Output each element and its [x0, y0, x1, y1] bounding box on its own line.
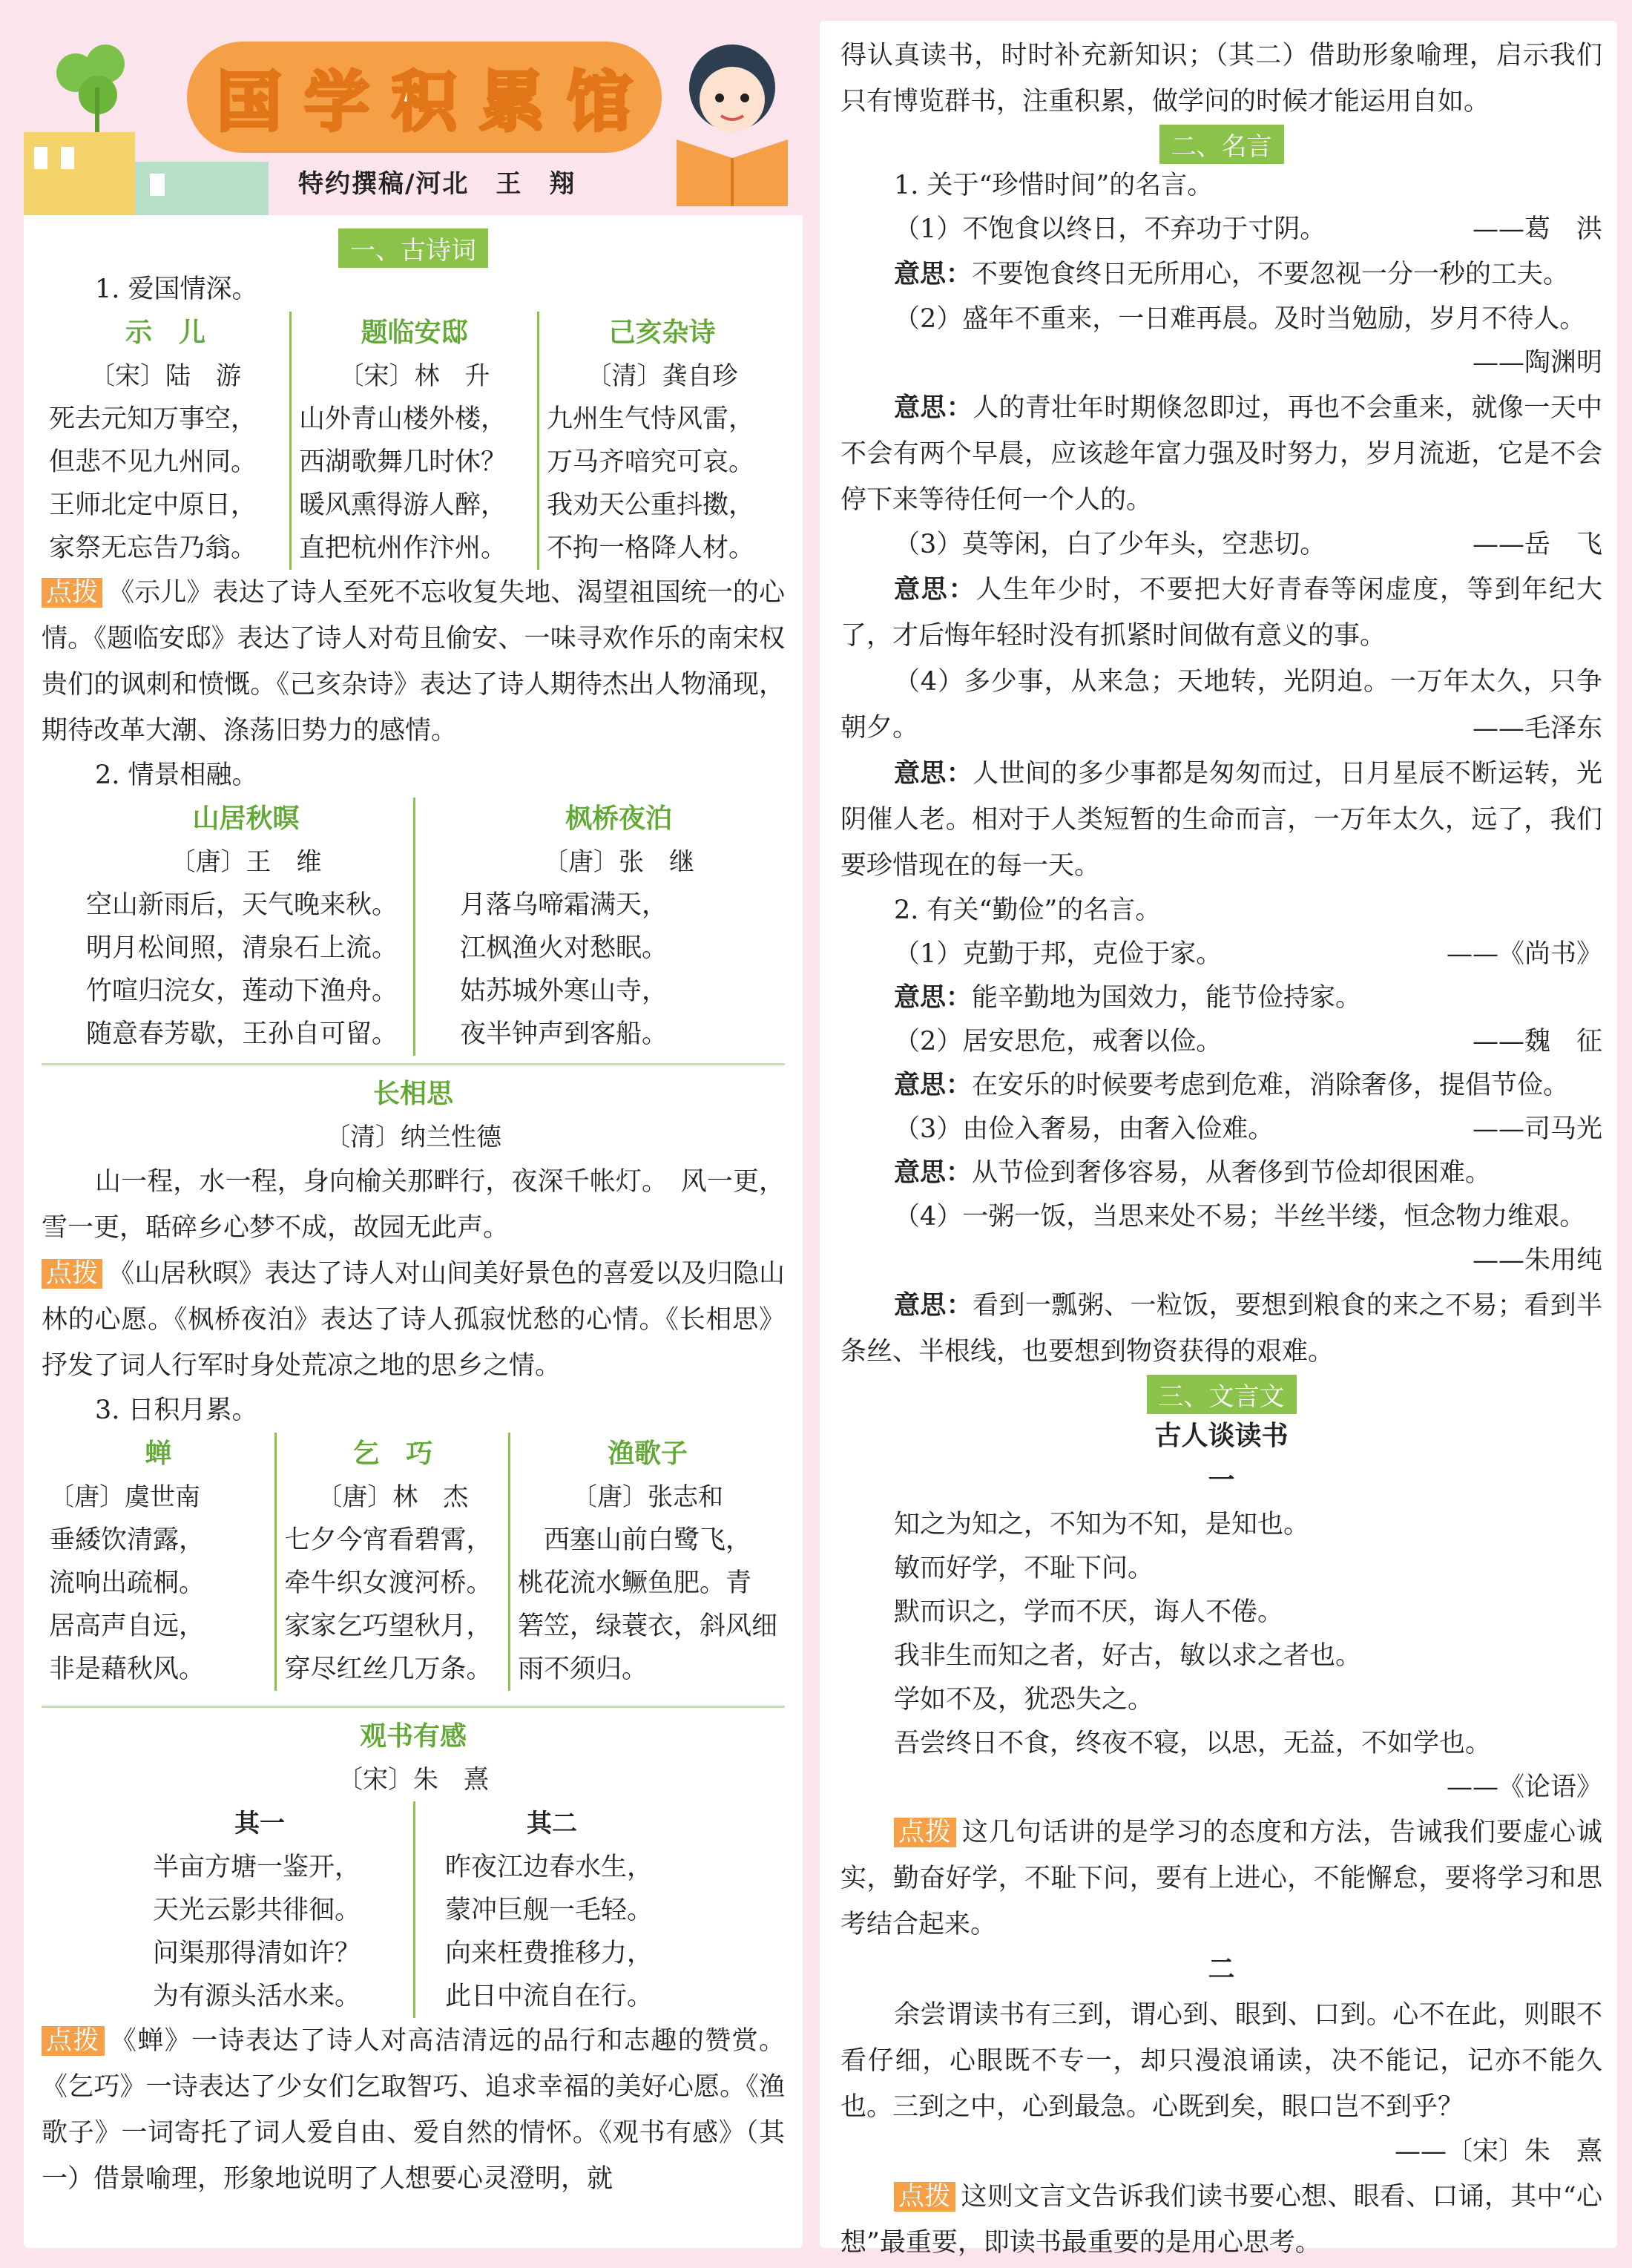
note-text: 《示儿》表达了诗人至死不忘收复失地、渴望祖国统一的心情。《题临安邸》表达了诗人对苟且偷安、一味寻欢作乐的南宋权贵们的讽刺和愤慨。《己亥杂诗》表达了诗人期待杰出人物涌现，期待改革大潮、涤荡旧势力的感情。	[42, 578, 785, 746]
poem-title: 渔歌子	[607, 1439, 688, 1469]
poem-line: 箬笠，绿蓑衣，斜风细	[517, 1611, 777, 1641]
poem-author: 〔唐〕张 继	[543, 847, 694, 877]
part-number: 二	[1208, 1954, 1235, 1985]
poem	[42, 798, 413, 1056]
meaning	[840, 1151, 1602, 1195]
quote	[840, 523, 1602, 567]
classical-paragraph: 余尝谓读书有三到，谓心到、眼到、口到。心不在此，则眼不看仔细，心眼既不专一，却只漫浪诵读，决不能记，记亦不能久也。三到之中，心到最急。心既到矣，眼口岂不到乎？	[840, 2000, 1602, 2122]
poem-line: 九州生气恃风雷，	[547, 404, 755, 434]
poem-title: 示 儿	[125, 318, 205, 348]
note-text: 《山居秋暝》表达了诗人对山间美好景色的喜爱以及归隐山林的心愿。《枫桥夜泊》表达了诗人孤寂忧愁的心情。《长相思》抒发了词人行军时身处荒凉之地的思乡之情。	[42, 1259, 785, 1381]
poem-line: 月落乌啼霜满天，	[460, 890, 668, 920]
meaning	[840, 1064, 1602, 1108]
quote-text: （4）一粥一饭，当思来处不易；半丝半缕，恒念物力维艰。	[894, 1202, 1586, 1232]
poem-title: 山居秋暝	[192, 803, 300, 834]
poem-line: 雨不须归。	[517, 1654, 648, 1684]
continued-text: 得认真读书，时时补充新知识；（其二）借助形象喻理，启示我们只有博览群书，注重积累，做学问的时候才能运用自如。	[840, 41, 1602, 116]
divider	[42, 1706, 785, 1708]
poem-line: 向来枉费推移力，	[445, 1939, 654, 1968]
quote-source: ——葛 洪	[1472, 214, 1602, 244]
title-char: 国	[216, 64, 282, 140]
note-tag: 点拨	[42, 578, 102, 608]
poem-line: 竹喧归浣女，莲动下渔舟。	[86, 976, 398, 1006]
classical-line: 我非生而知之者，好古，敏以求之者也。	[894, 1641, 1362, 1671]
note-text: 这几句话讲的是学习的态度和方法，告诫我们要虚心诚实，勤奋好学，不耻下问，要有上进心，不能懈怠，要将学习和思考结合起来。	[840, 1818, 1602, 1939]
poem-text: 山一程，水一程，身向榆关那畔行，夜深千帐灯。 风一更，雪一更，聒碎乡心梦不成，故园无此声。	[42, 1167, 785, 1243]
poem-pair	[42, 1801, 785, 2018]
quote	[840, 933, 1602, 976]
poem	[274, 1433, 508, 1691]
poem-line: 随意春芳歇，王孙自可留。	[86, 1019, 398, 1049]
meaning	[840, 385, 1602, 523]
poem-line: 山外青山楼外楼，	[299, 404, 507, 434]
note-paragraph	[42, 2018, 785, 2202]
poem-subtitle: 其二	[527, 1809, 577, 1838]
poem-author: 〔清〕纳兰性德	[325, 1123, 501, 1152]
right-column	[820, 21, 1617, 2258]
poem	[42, 1801, 413, 2018]
poem-author: 〔清〕龚自珍	[586, 361, 738, 391]
group-label: 1. 爱国情深。	[95, 275, 258, 304]
poem-line: 万马齐喑究可哀。	[547, 447, 755, 477]
poem-line: 但悲不见九州同。	[49, 447, 257, 477]
meaning-text: 人的青壮年时期倏忽即过，再也不会重来，就像一天中不会有两个早晨，应该趁年富力强及时努力，岁月流逝，它是不会停下来等待任何一个人的。	[840, 393, 1602, 515]
poem-line: 家祭无忘告乃翁。	[49, 533, 257, 563]
meaning	[840, 976, 1602, 1020]
poem-group-3	[42, 1433, 785, 1691]
poem-line: 问渠那得清如许？	[153, 1939, 361, 1968]
poem-line: 王师北定中原日，	[49, 490, 257, 520]
note-paragraph	[42, 570, 785, 754]
poem-title: 乞 巧	[352, 1439, 433, 1469]
group-label: 1. 关于“珍惜时间”的名言。	[894, 171, 1214, 200]
divider	[42, 1063, 785, 1065]
left-column	[24, 215, 803, 2248]
title-char: 积	[391, 64, 457, 140]
poem-author: 〔唐〕虞世南	[49, 1482, 200, 1512]
meaning	[840, 1283, 1602, 1375]
poem-subtitle: 其一	[234, 1809, 285, 1838]
quote-text: （1）克勤于邦，克俭于家。	[894, 939, 1223, 969]
classical-line: 吾尝终日不食，终夜不寝，以思，无益，不如学也。	[894, 1729, 1492, 1758]
meaning-text: 人世间的多少事都是匆匆而过，日月星辰不断运转，光阴催人老。相对于人类短暂的生命而言，一万年太久，远了，我们要珍惜现在的每一天。	[840, 759, 1602, 881]
title-char: 累	[478, 64, 544, 140]
poem-line: 非是藉秋风。	[49, 1654, 205, 1684]
poem-line: 江枫渔火对愁眠。	[460, 933, 668, 963]
quote-source: ——《论语》	[1446, 1772, 1602, 1802]
meaning-text: 看到一瓢粥、一粒饭，要想到粮食的来之不易；看到半条丝、半根线，也要想到物资获得的艰难。	[840, 1291, 1602, 1367]
poem-group-2	[42, 798, 785, 1056]
poem-line: 为有源头活水来。	[153, 1982, 361, 2011]
poem-line: 穿尽红丝几万条。	[284, 1654, 493, 1684]
header	[24, 21, 803, 215]
poem-author: 〔宋〕陆 游	[90, 361, 241, 391]
classical-line: 敏而好学，不耻下问。	[894, 1554, 1154, 1583]
poem-line: 西湖歌舞几时休？	[299, 447, 507, 477]
poem-author: 〔唐〕王 维	[170, 847, 322, 877]
poem-group-1	[42, 312, 785, 570]
meaning-label: 意思：	[894, 1158, 973, 1188]
poem-line: 半亩方塘一鉴开，	[153, 1853, 361, 1882]
poem	[413, 798, 785, 1056]
poem-line: 死去元知万事空，	[49, 404, 257, 434]
poem-author: 〔宋〕朱 熹	[338, 1765, 489, 1795]
poem-line: 蒙冲巨舰一毛轻。	[445, 1896, 654, 1925]
quote	[840, 1020, 1602, 1064]
poem-title: 枫桥夜泊	[565, 803, 672, 834]
section-heading: 一、古诗词	[338, 229, 488, 268]
poem-line: 明月松间照，清泉石上流。	[86, 933, 398, 963]
poem-line: 流响出疏桐。	[49, 1568, 205, 1598]
note-paragraph	[840, 1810, 1602, 1947]
meaning-label: 意思：	[894, 575, 976, 605]
poem-line: 昨夜江边春水生，	[445, 1853, 654, 1882]
meaning-label: 意思：	[894, 1071, 973, 1100]
meaning-label: 意思：	[894, 393, 973, 423]
classical-line: 学如不及，犹恐失之。	[894, 1685, 1154, 1715]
poem-author: 〔唐〕林 杰	[317, 1482, 469, 1512]
meaning	[840, 751, 1602, 889]
note-paragraph	[840, 2174, 1602, 2266]
group-label: 2. 有关“勤俭”的名言。	[894, 895, 1162, 925]
quote-source: ——毛泽东	[1472, 714, 1602, 743]
girl-reading-illustration	[662, 28, 803, 206]
note-paragraph	[42, 1251, 785, 1389]
meaning	[840, 252, 1602, 298]
poem-line: 家家乞巧望秋月，	[284, 1611, 493, 1641]
poem-title: 长相思	[372, 1079, 453, 1109]
quote-text: （2）盛年不重来，一日难再晨。及时当勉励，岁月不待人。	[894, 304, 1586, 334]
meaning-text: 在安乐的时候要考虑到危难，消除奢侈，提倡节俭。	[972, 1071, 1570, 1100]
classical-line: 知之为知之，不知为不知，是知也。	[894, 1510, 1310, 1539]
quote-text: （3）莫等闲，白了少年头，空悲切。	[894, 530, 1326, 559]
quote-text: （1）不饱食以终日，不弃功于寸阴。	[894, 214, 1326, 244]
note-tag: 点拨	[42, 2026, 105, 2056]
quote-source: ——岳 飞	[1472, 530, 1602, 559]
classical-line: 默而识之，学而不厌，诲人不倦。	[894, 1597, 1284, 1627]
poem-line: 桃花流水鳜鱼肥。青	[517, 1568, 751, 1598]
column-title	[187, 42, 662, 153]
poem-line: 居高声自远，	[49, 1611, 205, 1641]
quote	[840, 208, 1602, 252]
poem-author: 〔唐〕张志和	[571, 1482, 723, 1512]
poem-line: 此日中流自在行。	[445, 1982, 654, 2011]
poem-line: 暖风熏得游人醉，	[299, 490, 507, 520]
poem-title: 己亥杂诗	[608, 318, 716, 348]
quote-text: （4）多少事，从来急；天地转，光阴迫。一万年太久，只争朝夕。	[840, 667, 1602, 743]
quote-text: （2）居安思危，戒奢以俭。	[894, 1027, 1223, 1056]
text-title: 古人谈读书	[1154, 1421, 1289, 1451]
group-label: 2. 情景相融。	[95, 760, 258, 790]
poem	[42, 1433, 274, 1691]
title-char: 学	[303, 64, 369, 140]
poem	[537, 312, 785, 570]
meaning-text: 不要饱食终日无所用心，不要忽视一分一秒的工夫。	[972, 260, 1570, 289]
poem	[413, 1801, 785, 2018]
poem-line: 七夕今宵看碧霄，	[284, 1525, 493, 1555]
meaning-text: 人生年少时，不要把大好青春等闲虚度，等到年纪大了，才后悔年轻时没有抓紧时间做有意义的事。	[840, 575, 1602, 651]
meaning-label: 意思：	[894, 1291, 973, 1321]
poem-line: 天光云影共徘徊。	[153, 1896, 361, 1925]
part-number: 一	[1208, 1465, 1235, 1496]
quote-source: ——陶渊明	[1472, 348, 1602, 378]
quote	[840, 1108, 1602, 1151]
note-text: 《蝉》一诗表达了诗人对高洁清远的品行和志趣的赞赏。《乞巧》一诗表达了少女们乞取智巧、追求幸福的美好心愿。《渔歌子》一词寄托了词人爱自由、爱自然的情怀。《观书有感》（其一）借景喻理，形象地说明了人想要心灵澄明，就	[42, 2026, 785, 2194]
note-text: 这则文言文告诉我们读书要心想、眼看、口诵，其中“心想”最重要，即读书最重要的是用心思考。	[840, 2182, 1602, 2258]
quote-source: ——《尚书》	[1446, 939, 1602, 969]
poem-line: 我劝天公重抖擞，	[547, 490, 755, 520]
poem-line: 垂緌饮清露，	[49, 1525, 205, 1555]
title-char: 馆	[566, 64, 632, 140]
quote-text: （3）由俭入奢易，由奢入俭难。	[894, 1114, 1274, 1144]
quote-source: ——魏 征	[1472, 1027, 1602, 1056]
meaning-label: 意思：	[894, 983, 973, 1013]
poem-title: 蝉	[145, 1439, 172, 1469]
section-heading: 三、文言文	[1147, 1375, 1297, 1414]
poem-line: 夜半钟声到客船。	[460, 1019, 668, 1049]
quote-source: ——司马光	[1472, 1114, 1602, 1144]
poem-title: 题临安邸	[361, 318, 468, 348]
poem-author: 〔宋〕林 升	[338, 361, 490, 391]
group-label: 3. 日积月累。	[95, 1396, 258, 1425]
meaning-label: 意思：	[894, 260, 973, 289]
poem	[289, 312, 537, 570]
poem-title: 观书有感	[359, 1721, 467, 1752]
quote-source: ——〔宋〕朱 熹	[1394, 2137, 1602, 2166]
poem-line: 空山新雨后，天气晚来秋。	[86, 890, 398, 920]
meaning-label: 意思：	[894, 759, 973, 789]
poem-line: 不拘一格降人材。	[547, 533, 755, 563]
meaning	[840, 567, 1602, 659]
meaning-text: 能辛勤地为国效力，能节俭持家。	[972, 983, 1362, 1013]
byline: 特约撰稿/河北 王 翔	[298, 169, 576, 199]
poem-line: 西塞山前白鹭飞，	[517, 1525, 751, 1555]
poem	[508, 1433, 785, 1691]
section-heading: 二、名言	[1159, 125, 1284, 164]
note-tag: 点拨	[894, 1818, 956, 1847]
note-tag: 点拨	[894, 2182, 955, 2212]
poem	[42, 312, 289, 570]
poem-line: 姑苏城外寒山寺，	[460, 976, 668, 1006]
meaning-text: 从节俭到奢侈容易，从奢侈到节俭却很困难。	[972, 1158, 1492, 1188]
poem-line: 直把杭州作汴州。	[299, 533, 507, 563]
poem-line: 牵牛织女渡河桥。	[284, 1568, 493, 1598]
quote-source: ——朱用纯	[1472, 1246, 1602, 1275]
note-tag: 点拨	[42, 1259, 102, 1289]
